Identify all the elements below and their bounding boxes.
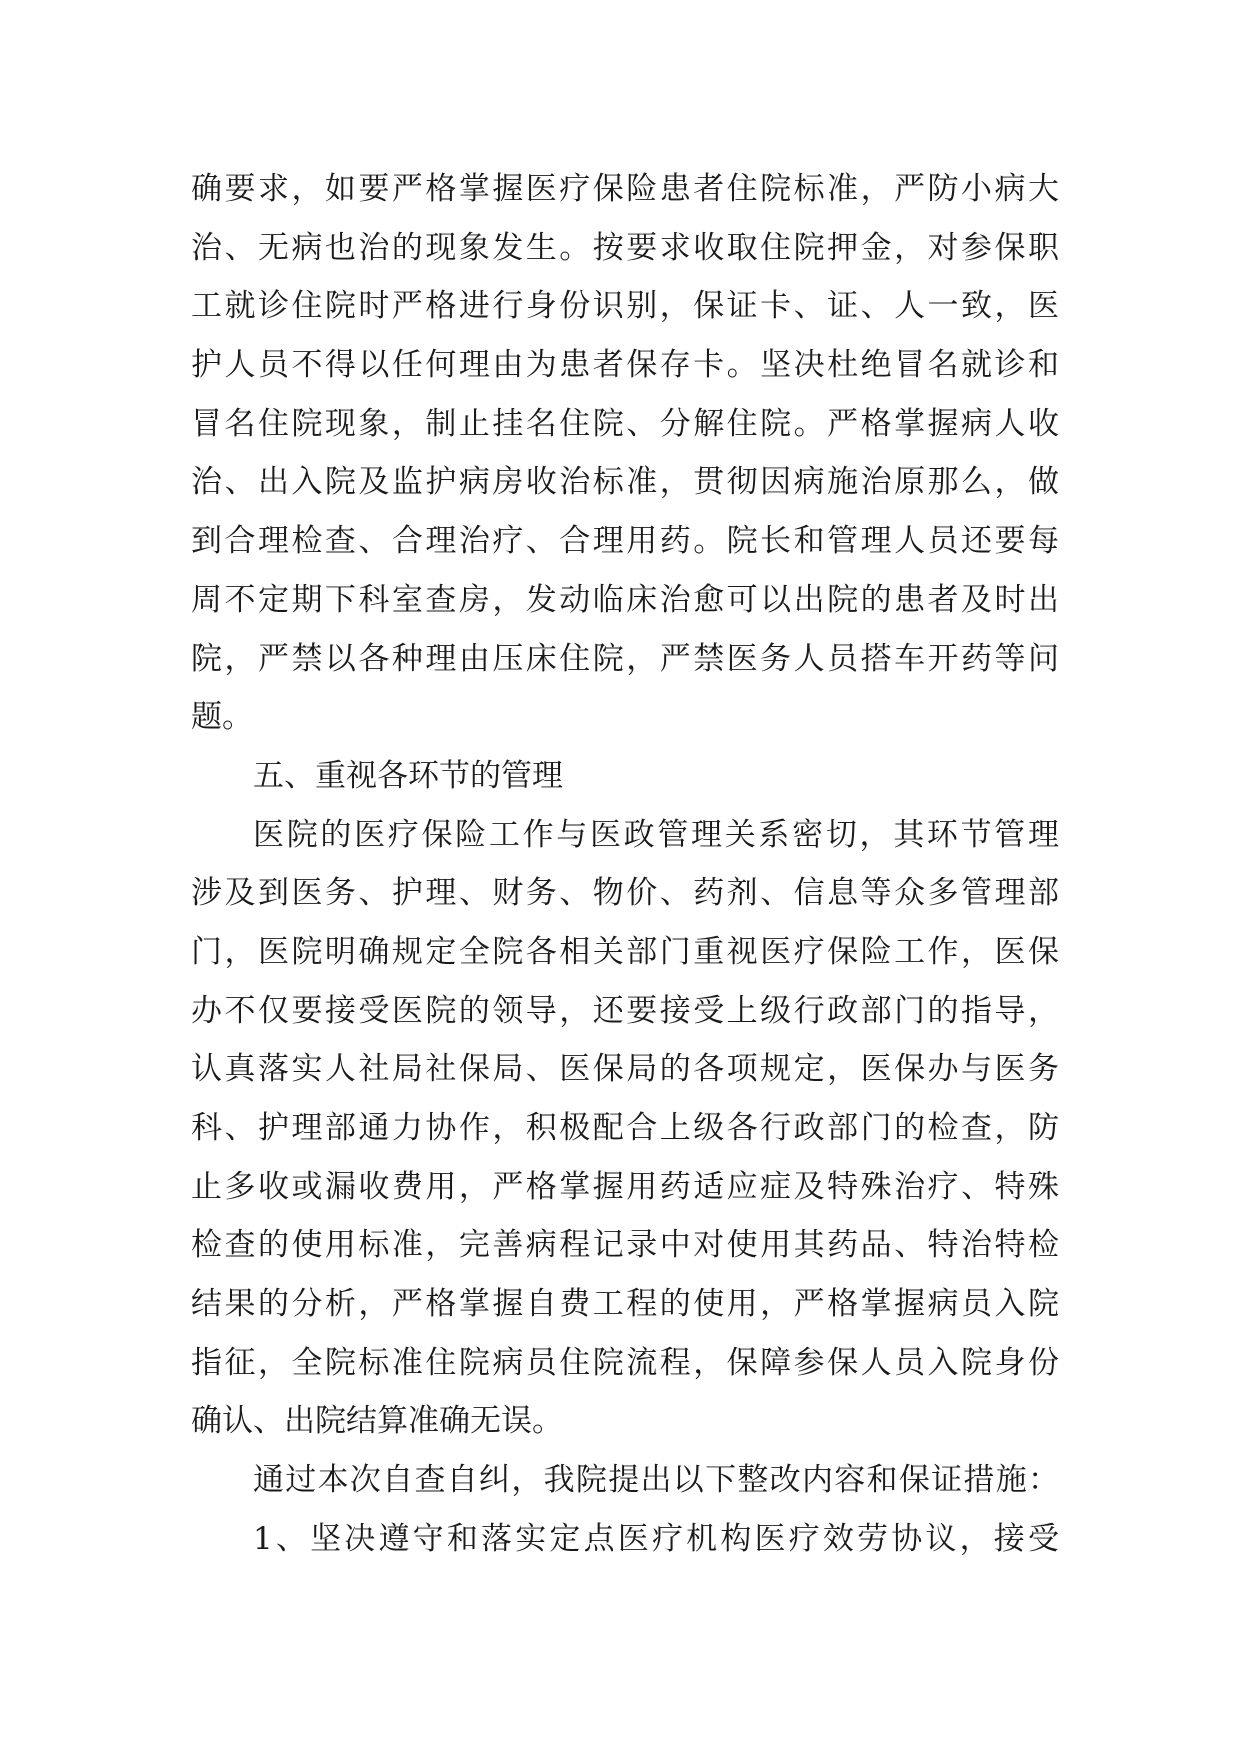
text-line: 办不仅要接受医院的领导，还要接受上级行政部门的指导，: [191, 992, 1059, 1029]
text-line: 医院的医疗保险工作与医政管理关系密切，其环节管理: [253, 816, 1059, 853]
text-line: 周不定期下科室查房，发动临床治愈可以出院的患者及时出: [191, 581, 1059, 618]
text-line: 涉及到医务、护理、财务、物价、药剂、信息等众多管理部: [191, 875, 1059, 912]
text-line: 工就诊住院时严格进行身份识别，保证卡、证、人一致，医: [191, 288, 1059, 325]
text-line: 到合理检查、合理治疗、合理用药。院长和管理人员还要每: [191, 523, 1059, 560]
text-line: 认真落实人社局社保局、医保局的各项规定，医保办与医务: [191, 1051, 1059, 1088]
text-line: 通过本次自查自纠，我院提出以下整改内容和保证措施：: [253, 1462, 1059, 1499]
text-line: 门，医院明确规定全院各相关部门重视医疗保险工作，医保: [191, 933, 1059, 970]
text-line: 确认、出院结算准确无误。: [191, 1403, 563, 1440]
text-line: 确要求，如要严格掌握医疗保险患者住院标准，严防小病大: [191, 171, 1059, 207]
text-line: 1、坚决遵守和落实定点医疗机构医疗效劳协议，接受: [253, 1520, 1059, 1557]
text-line: 治、无病也治的现象发生。按要求收取住院押金，对参保职: [191, 229, 1059, 266]
body-text: [191, 160, 1059, 1569]
text-line: 治、出入院及监护病房收治标准，贯彻因病施治原那么，做: [191, 464, 1059, 501]
text-line: 护人员不得以任何理由为患者保存卡。坚决杜绝冒名就诊和: [191, 347, 1059, 384]
text-line: 院，严禁以各种理由压床住院，严禁医务人员搭车开药等问: [191, 640, 1059, 677]
text-line: 止多收或漏收费用，严格掌握用药适应症及特殊治疗、特殊: [191, 1168, 1059, 1205]
text-line: 冒名住院现象，制止挂名住院、分解住院。严格掌握病人收: [191, 405, 1059, 442]
text-line: 检查的使用标准，完善病程记录中对使用其药品、特治特检: [191, 1227, 1059, 1264]
text-line: 科、护理部通力协作，积极配合上级各行政部门的检查，防: [191, 1110, 1059, 1146]
text-line: 题。: [191, 699, 253, 736]
section-heading: 五、重视各环节的管理: [253, 757, 563, 794]
text-line: 结果的分析，严格掌握自费工程的使用，严格掌握病员入院: [191, 1286, 1059, 1323]
text-line: 指征，全院标准住院病员住院流程，保障参保人员入院身份: [191, 1344, 1059, 1381]
